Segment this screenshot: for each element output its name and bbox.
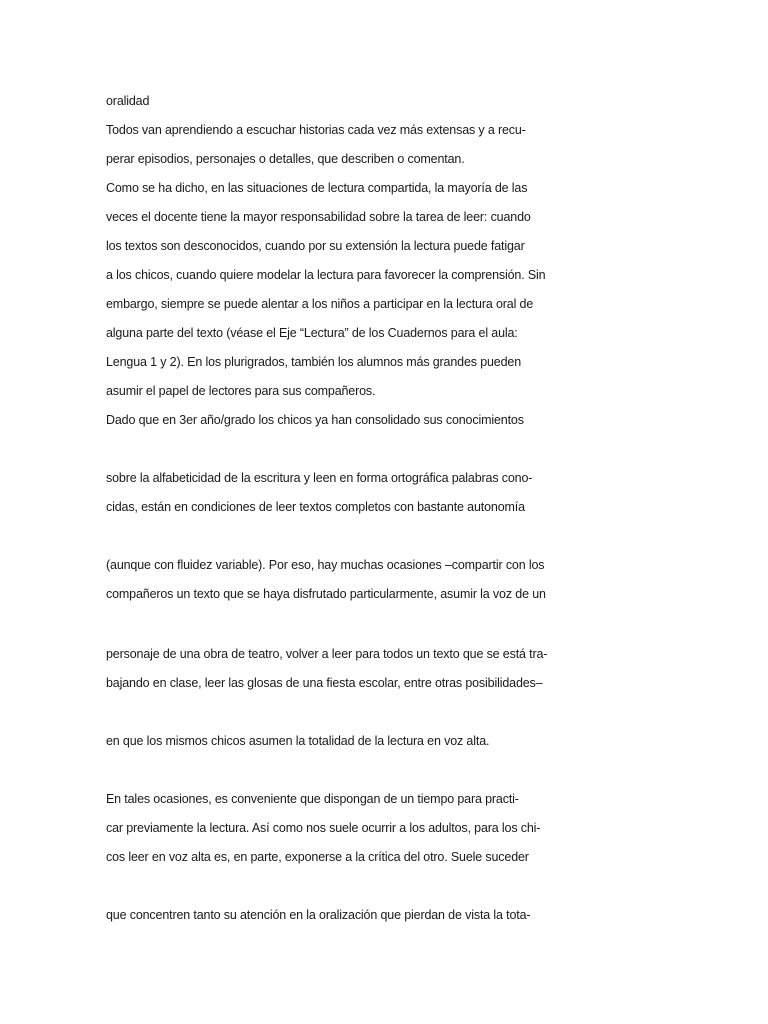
text-line: perar episodios, personajes o detalles, que describen o comentan. [106, 152, 465, 166]
text-line: Todos van aprendiendo a escuchar historias cada vez más extensas y a recu- [106, 123, 526, 137]
text-line: en que los mismos chicos asumen la totalidad de la lectura en voz alta. [106, 734, 490, 748]
text-line: personaje de una obra de teatro, volver a leer para todos un texto que se está tra- [106, 647, 548, 661]
text-line: bajando en clase, leer las glosas de una fiesta escolar, entre otras posibilidades– [106, 676, 543, 690]
text-line: car previamente la lectura. Así como nos suele ocurrir a los adultos, para los chi- [106, 821, 541, 835]
text-line: sobre la alfabeticidad de la escritura y leen en forma ortográfica palabras cono- [106, 471, 533, 485]
text-line: que concentren tanto su atención en la oralización que pierdan de vista la tota- [106, 908, 531, 922]
text-line: cos leer en voz alta es, en parte, exponerse a la crítica del otro. Suele suceder [106, 850, 529, 864]
text-line: embargo, siempre se puede alentar a los niños a participar en la lectura oral de [106, 297, 534, 311]
text-line: En tales ocasiones, es conveniente que dispongan de un tiempo para practi- [106, 792, 519, 806]
text-line: cidas, están en condiciones de leer textos completos con bastante autonomía [106, 500, 525, 514]
text-line: Como se ha dicho, en las situaciones de lectura compartida, la mayoría de las [106, 181, 528, 195]
text-line: a los chicos, cuando quiere modelar la lectura para favorecer la comprensión. Sin [106, 268, 546, 282]
text-line: oralidad [106, 94, 150, 108]
text-line: (aunque con fluidez variable). Por eso, hay muchas ocasiones –compartir con los [106, 558, 545, 572]
text-line: alguna parte del texto (véase el Eje “Lectura” de los Cuadernos para el aula: [106, 326, 518, 340]
text-line: asumir el papel de lectores para sus compañeros. [106, 384, 376, 398]
text-line: Dado que en 3er año/grado los chicos ya han consolidado sus conocimientos [106, 413, 524, 427]
text-line: Lengua 1 y 2). En los plurigrados, también los alumnos más grandes pueden [106, 355, 522, 369]
text-line: compañeros un texto que se haya disfrutado particularmente, asumir la voz de un [106, 587, 546, 601]
text-line: los textos son desconocidos, cuando por su extensión la lectura puede fatigar [106, 239, 525, 253]
text-line: veces el docente tiene la mayor responsabilidad sobre la tarea de leer: cuando [106, 210, 531, 224]
